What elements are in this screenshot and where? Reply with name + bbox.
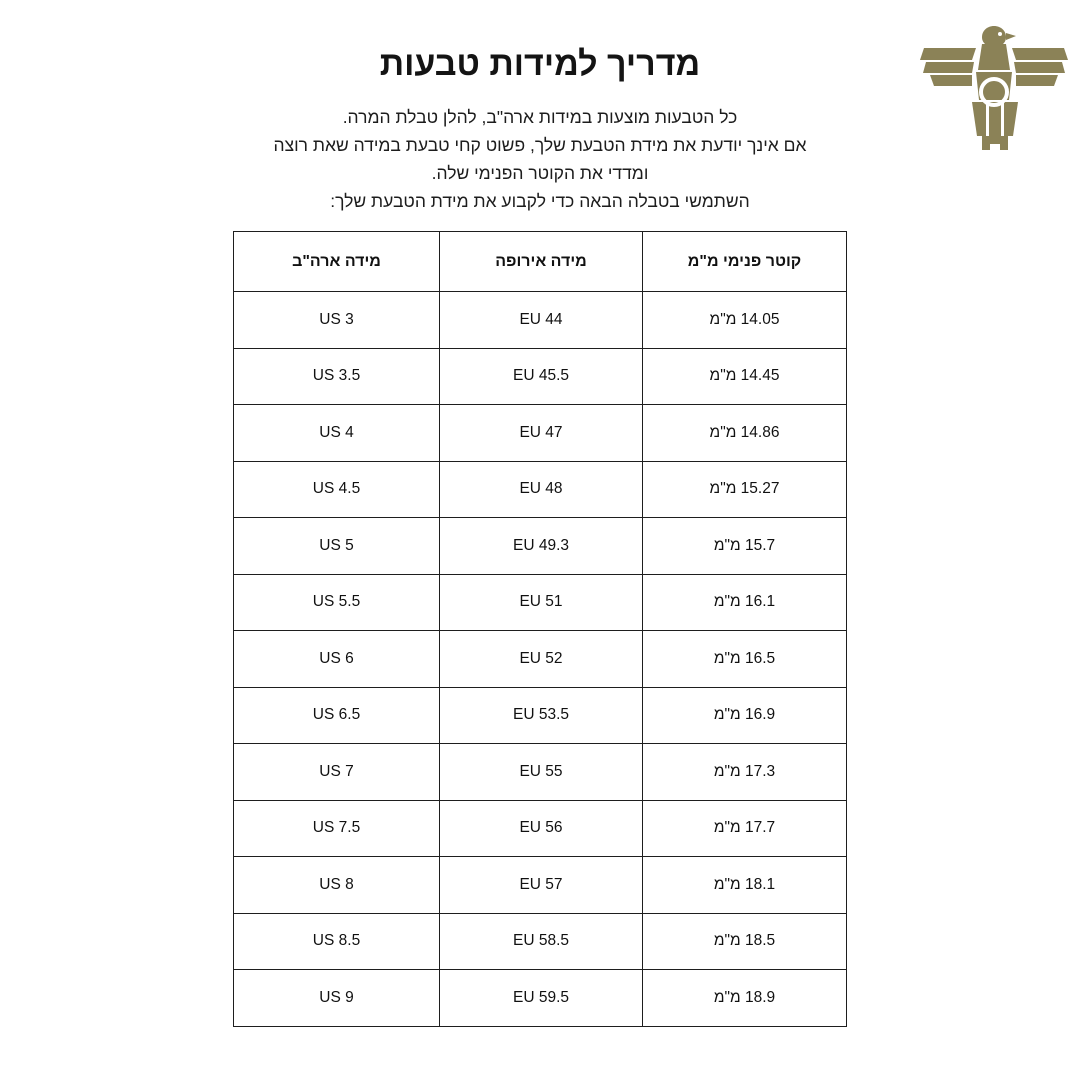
cell-inner-diameter: 16.5 מ"מ <box>643 631 847 688</box>
cell-us-size: 7 US <box>234 744 440 801</box>
cell-us-size: 4 US <box>234 405 440 462</box>
ring-size-table-container <box>234 231 847 1027</box>
cell-eu-size: 57 EU <box>440 857 643 914</box>
column-header-eu-size: מידה אירופה <box>440 232 643 292</box>
cell-us-size: 7.5 US <box>234 800 440 857</box>
intro-line-1: כל הטבעות מוצעות במידות ארה"ב, להלן טבלת המרה. <box>342 106 738 127</box>
cell-us-size: 5.5 US <box>234 574 440 631</box>
cell-us-size: 3 US <box>234 292 440 349</box>
cell-inner-diameter: 14.86 מ"מ <box>643 405 847 462</box>
column-header-inner-diameter: קוטר פנימי מ"מ <box>643 232 847 292</box>
table-header <box>234 232 847 292</box>
cell-inner-diameter: 17.3 מ"מ <box>643 744 847 801</box>
table-header-row <box>234 232 847 292</box>
cell-us-size: 8 US <box>234 857 440 914</box>
cell-inner-diameter: 15.7 מ"מ <box>643 518 847 575</box>
table-row <box>234 461 847 518</box>
table-row <box>234 292 847 349</box>
cell-eu-size: 52 EU <box>440 631 643 688</box>
cell-eu-size: 56 EU <box>440 800 643 857</box>
cell-eu-size: 47 EU <box>440 405 643 462</box>
cell-us-size: 9 US <box>234 970 440 1027</box>
table-row <box>234 574 847 631</box>
table-row <box>234 857 847 914</box>
page-title: מדריך למידות טבעות <box>379 45 701 83</box>
cell-inner-diameter: 18.5 מ"מ <box>643 913 847 970</box>
intro-line-4: השתמשי בטבלה הבאה כדי לקבוע את מידת הטבעת שלך: <box>330 190 750 211</box>
cell-eu-size: 48 EU <box>440 461 643 518</box>
table-row <box>234 405 847 462</box>
table-row <box>234 518 847 575</box>
table-row <box>234 687 847 744</box>
cell-us-size: 5 US <box>234 518 440 575</box>
ring-size-table <box>233 231 847 1027</box>
cell-eu-size: 45.5 EU <box>440 348 643 405</box>
cell-inner-diameter: 14.05 מ"מ <box>643 292 847 349</box>
table-row <box>234 631 847 688</box>
cell-us-size: 3.5 US <box>234 348 440 405</box>
column-header-us-size: מידה ארה"ב <box>234 232 440 292</box>
table-body <box>234 292 847 1027</box>
cell-us-size: 8.5 US <box>234 913 440 970</box>
cell-inner-diameter: 16.9 מ"מ <box>643 687 847 744</box>
cell-eu-size: 59.5 EU <box>440 970 643 1027</box>
cell-eu-size: 51 EU <box>440 574 643 631</box>
cell-inner-diameter: 18.9 מ"מ <box>643 970 847 1027</box>
intro-line-2: אם אינך יודעת את מידת הטבעת שלך, פשוט קחי טבעת במידה שאת רוצה <box>273 134 807 155</box>
cell-eu-size: 58.5 EU <box>440 913 643 970</box>
cell-us-size: 4.5 US <box>234 461 440 518</box>
cell-inner-diameter: 17.7 מ"מ <box>643 800 847 857</box>
table-row <box>234 800 847 857</box>
cell-eu-size: 49.3 EU <box>440 518 643 575</box>
table-row <box>234 744 847 801</box>
cell-inner-diameter: 18.1 מ"מ <box>643 857 847 914</box>
cell-inner-diameter: 16.1 מ"מ <box>643 574 847 631</box>
cell-eu-size: 53.5 EU <box>440 687 643 744</box>
cell-eu-size: 44 EU <box>440 292 643 349</box>
page-header <box>0 44 1080 215</box>
cell-us-size: 6 US <box>234 631 440 688</box>
table-row <box>234 348 847 405</box>
cell-eu-size: 55 EU <box>440 744 643 801</box>
cell-inner-diameter: 14.45 מ"מ <box>643 348 847 405</box>
intro-line-3: ומדדי את הקוטר הפנימי שלה. <box>431 162 649 183</box>
table-row <box>234 970 847 1027</box>
cell-us-size: 6.5 US <box>234 687 440 744</box>
table-row <box>234 913 847 970</box>
cell-inner-diameter: 15.27 מ"מ <box>643 461 847 518</box>
